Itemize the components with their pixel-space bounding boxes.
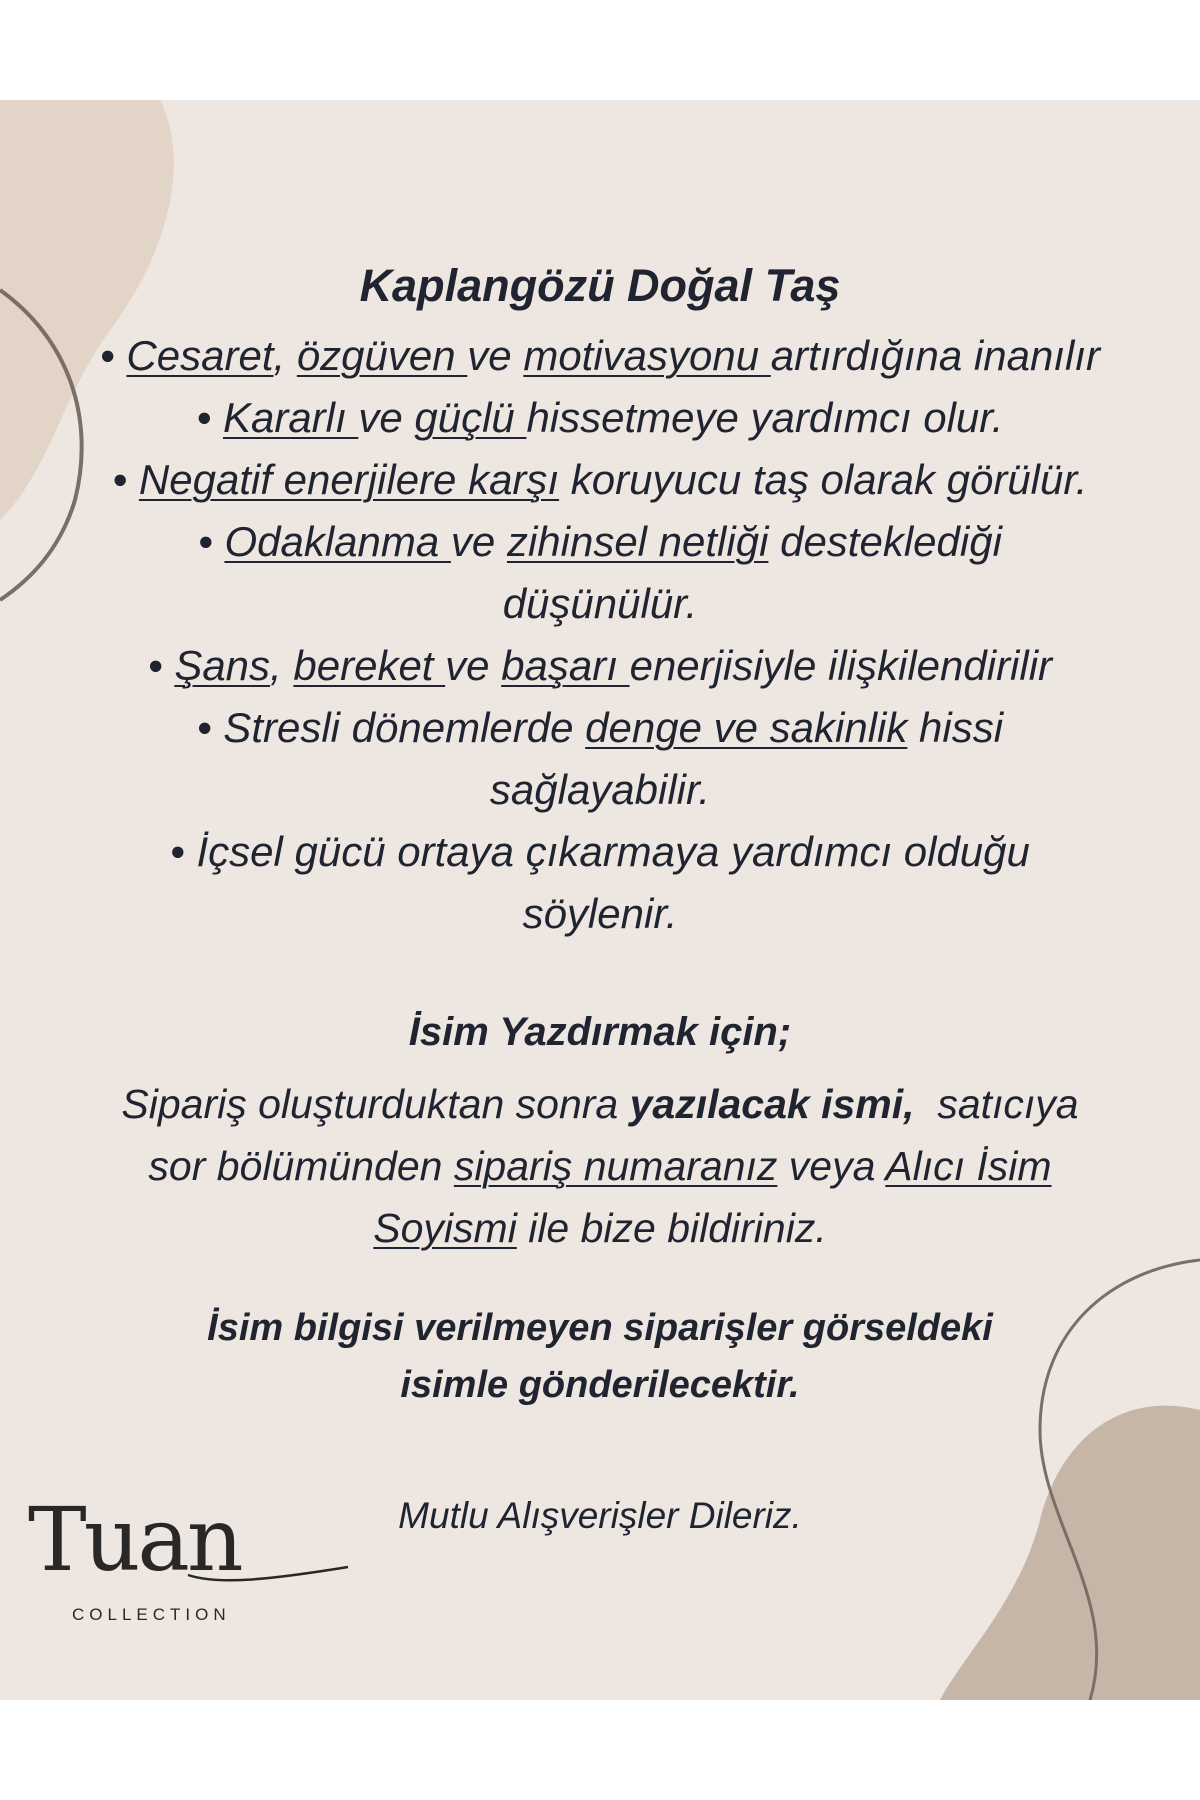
item-text: ve xyxy=(445,642,502,689)
bullet-mark: • xyxy=(100,332,127,379)
emphasis-text: başarı xyxy=(501,642,630,689)
item-text: ile bize bildiriniz. xyxy=(516,1205,827,1251)
instructions-line xyxy=(40,1135,1160,1197)
emphasis-text: motivasyonu xyxy=(523,332,771,379)
bullet-mark: • xyxy=(196,394,223,441)
logo-swoosh-icon xyxy=(178,1525,358,1595)
benefits-list xyxy=(40,325,1160,945)
instructions-line xyxy=(40,1073,1160,1135)
instructions-line xyxy=(40,1197,1160,1259)
emphasis-text: özgüven xyxy=(296,332,468,379)
brand-logo xyxy=(28,1488,338,1635)
warning-notice xyxy=(0,1300,1200,1414)
list-item xyxy=(40,325,1160,387)
list-item xyxy=(40,697,1160,759)
item-text: ve xyxy=(450,518,507,565)
instructions-text xyxy=(40,1073,1160,1259)
item-text: enerjisiyle ilişkilendirilir xyxy=(629,642,1053,689)
emphasis-text: zihinsel netliği xyxy=(506,518,769,565)
list-item xyxy=(40,635,1160,697)
item-text: hissi xyxy=(907,704,1004,751)
item-text: desteklediği xyxy=(768,518,1002,565)
emphasis-text: güçlü xyxy=(414,394,527,441)
warning-line: İsim bilgisi verilmeyen siparişler görseldeki xyxy=(207,1307,993,1349)
page-title: Kaplangözü Doğal Taş xyxy=(359,260,841,311)
bullet-mark: • xyxy=(147,642,175,689)
list-item xyxy=(40,449,1160,511)
emphasis-text: Şans xyxy=(174,642,271,689)
emphasis-text: Soyismi xyxy=(373,1205,517,1251)
bullet-mark: • xyxy=(112,456,139,503)
list-item-continuation: düşünülür. xyxy=(502,580,698,627)
list-item: • İçsel gücü ortaya çıkarmaya yardımcı olduğu xyxy=(170,828,1030,875)
item-text: hissetmeye yardımcı olur. xyxy=(526,394,1004,441)
item-text: , xyxy=(270,642,294,689)
item-text: ve xyxy=(467,332,524,379)
logo-subtitle: COLLECTION xyxy=(72,1605,231,1624)
emphasis-text: Cesaret xyxy=(126,332,274,379)
item-text: , xyxy=(273,332,297,379)
warning-line: isimle gönderilecektir. xyxy=(400,1364,800,1406)
item-text: Sipariş oluşturduktan sonra xyxy=(121,1081,630,1127)
item-text: ve xyxy=(358,394,415,441)
bullet-mark: • xyxy=(198,518,225,565)
item-text: artırdığına inanılır xyxy=(770,332,1100,379)
emphasis-text: Negatif enerjilere karşı xyxy=(138,456,560,503)
emphasis-text: Kararlı xyxy=(222,394,359,441)
item-text: veya xyxy=(777,1143,886,1189)
emphasis-text: Alıcı İsim xyxy=(885,1143,1052,1189)
item-text: satıcıya xyxy=(914,1081,1079,1127)
bold-text: yazılacak ismi, xyxy=(629,1081,915,1127)
list-item xyxy=(40,387,1160,449)
emphasis-text: bereket xyxy=(293,642,446,689)
item-text: • Stresli dönemlerde xyxy=(196,704,586,751)
emphasis-text: denge ve sakinlik xyxy=(585,704,908,751)
list-item xyxy=(40,511,1160,573)
emphasis-text: sipariş numaranız xyxy=(453,1143,778,1189)
bottom-right-blob xyxy=(940,1406,1200,1700)
item-text: sor bölümünden xyxy=(148,1143,454,1189)
item-text: koruyucu taş olarak görülür. xyxy=(559,456,1088,503)
emphasis-text: Odaklanma xyxy=(224,518,451,565)
list-item-continuation: söylenir. xyxy=(522,890,678,937)
logo-wordmark: Tuan xyxy=(28,1488,241,1591)
list-item-continuation: sağlayabilir. xyxy=(489,766,711,813)
instructions-heading: İsim Yazdırmak için; xyxy=(408,1010,792,1054)
product-info-card xyxy=(0,100,1200,1700)
closing-message: Mutlu Alışverişler Dileriz. xyxy=(398,1495,802,1536)
